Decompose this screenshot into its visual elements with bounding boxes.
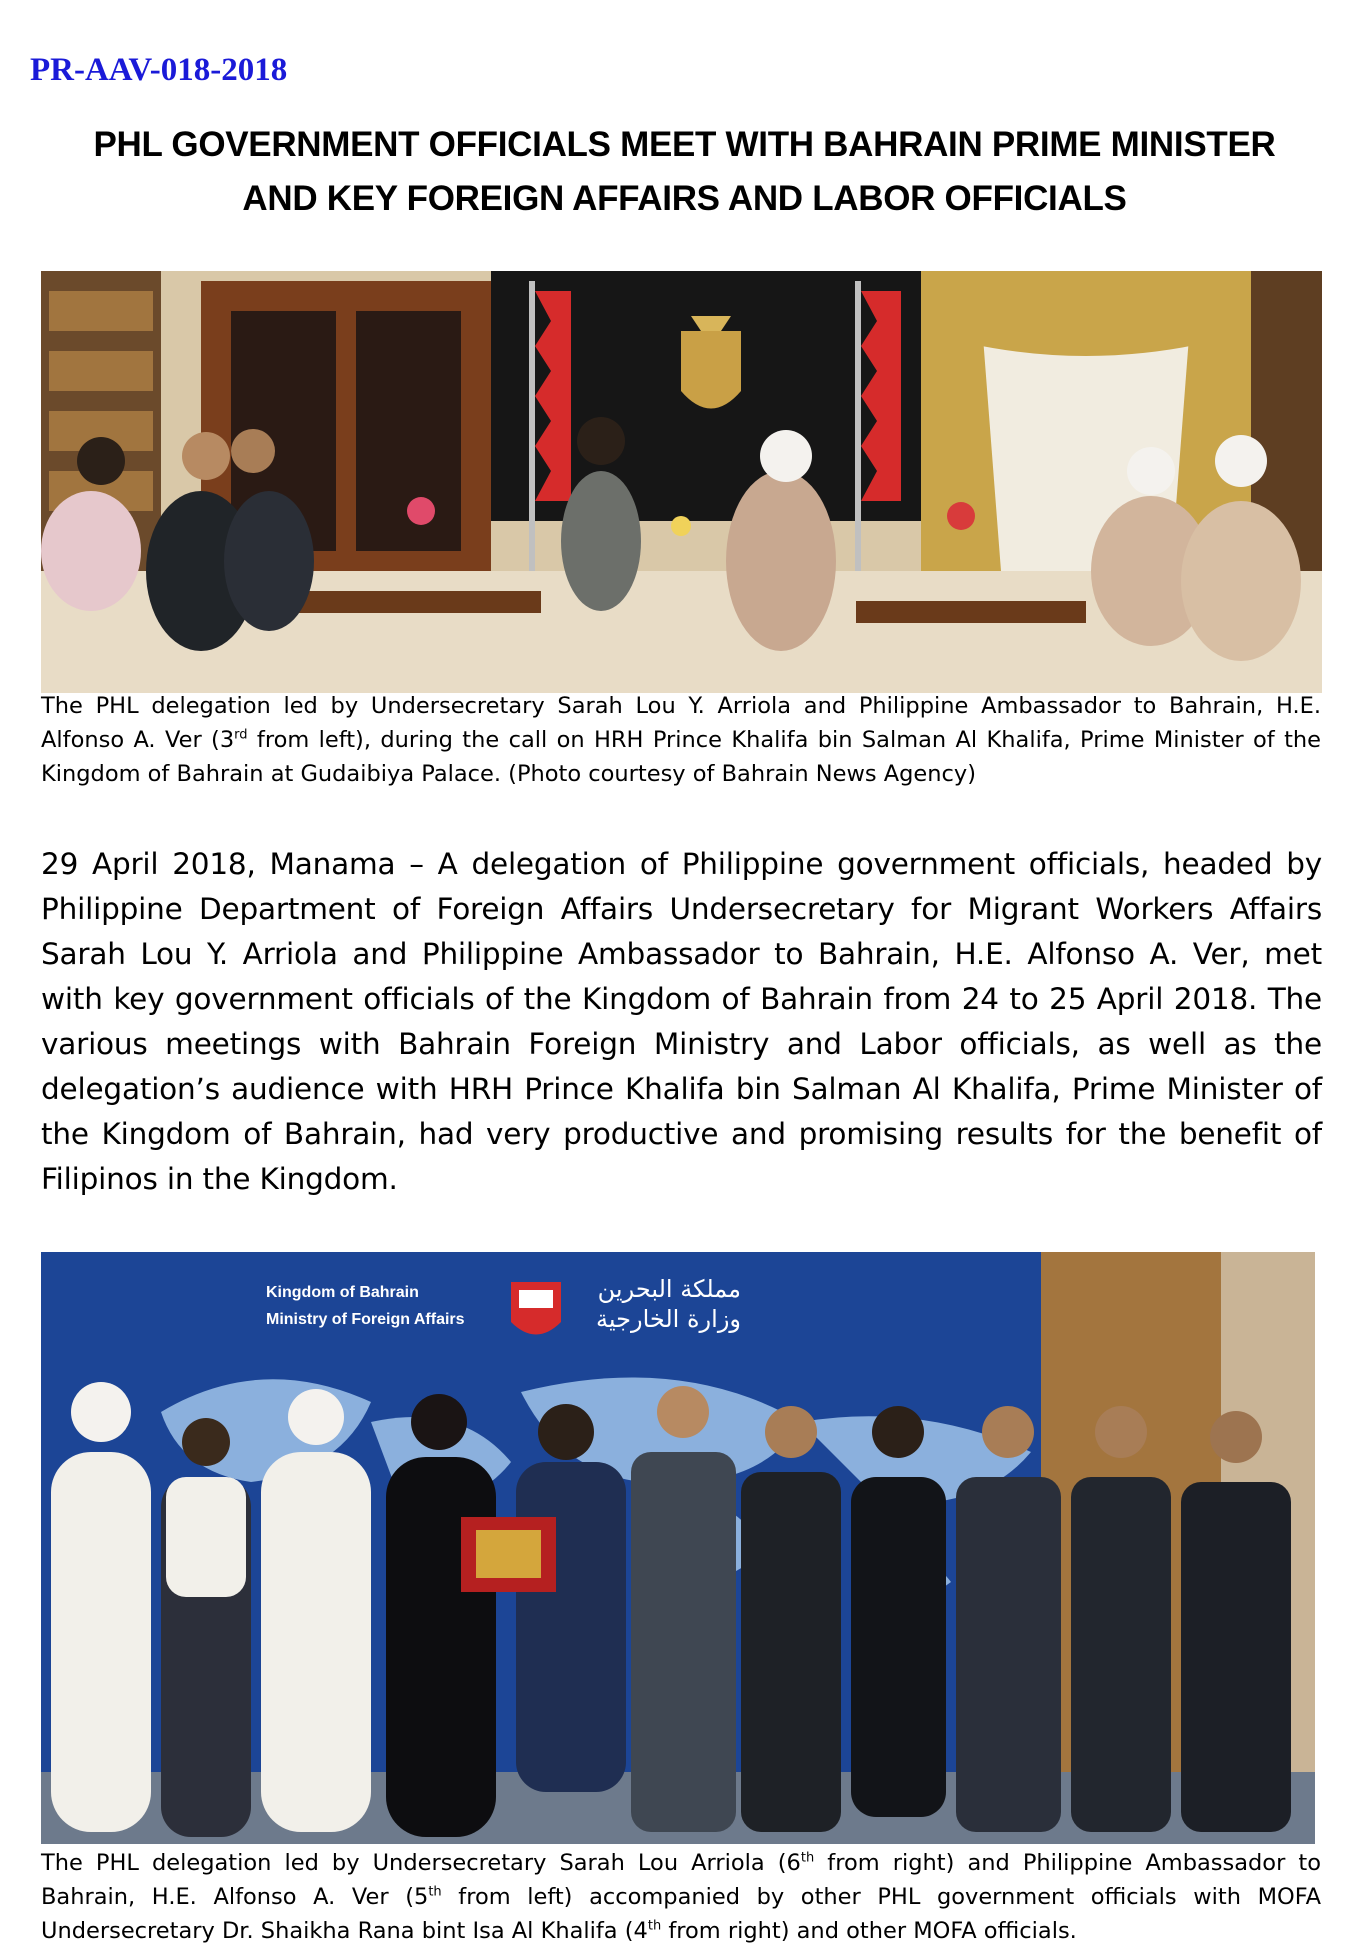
backdrop-arabic-kingdom: مملكة البحرين	[597, 1275, 741, 1303]
photo2-caption-part-a: The PHL delegation led by Undersecretary Sarah Lou Arriola (6	[41, 1850, 801, 1876]
body-line: delegation’s audience with HRH Prince Khalifa bin Salman Al Khalifa, Prime Minister of	[41, 1072, 1322, 1106]
photo-palace-meeting	[41, 271, 1322, 693]
body-line: various meetings with Bahrain Foreign Ministry and Labor officials, as well as the	[41, 1027, 1322, 1061]
body-last-line: Filipinos in the Kingdom.	[41, 1162, 398, 1196]
photo1-caption	[41, 689, 1321, 791]
title-line-1: PHL GOVERNMENT OFFICIALS MEET WITH BAHRAIN PRIME MINISTER	[93, 125, 1276, 164]
backdrop-text-ministry: Ministry of Foreign Affairs	[266, 1311, 465, 1328]
body-line: Philippine Department of Foreign Affairs Undersecretary for Migrant Workers Affairs	[41, 892, 1322, 926]
photo1-caption-superscript: rd	[234, 727, 248, 743]
photo1-caption-part-a: The PHL delegation led by Undersecretary Sarah Lou Y. Arriola and Philippine Ambassador to Bahrain, H.E. Alfonso A. Ver (3	[41, 693, 1321, 753]
title-line-2: AND KEY FOREIGN AFFAIRS AND LABOR OFFICIALS	[242, 179, 1127, 218]
photo-mofa-group	[41, 1252, 1315, 1844]
photo2-caption-superscript-1: th	[800, 1850, 815, 1866]
photo2-caption-part-b: from right) and Philippine Ambassador to Bahrain, H.E. Alfonso A. Ver (5	[41, 1850, 1321, 1910]
body-line: Sarah Lou Y. Arriola and Philippine Ambassador to Bahrain, H.E. Alfonso A. Ver, met	[41, 937, 1322, 971]
photo2-caption-superscript-2: th	[428, 1884, 442, 1900]
palace-meeting-illustration	[41, 271, 1322, 693]
photo1-caption-part-b: from left), during the call on HRH Prince Khalifa bin Salman Al Khalifa, Prime Minister of the Kingdom of Bahrain at Gudaibiya Palace. (Photo courtesy of Bahrain News Agency)	[41, 727, 1322, 787]
photo2-caption-part-c: from left) accompanied by other PHL government officials with MOFA Undersecretary Dr. Shaikha Rana bint Isa Al Khalifa (4	[41, 1884, 1321, 1944]
body-paragraph	[41, 842, 1322, 1202]
body-line: with key government officials of the Kingdom of Bahrain from 24 to 25 April 2018. The	[41, 982, 1322, 1016]
photo2-caption	[41, 1846, 1321, 1948]
photo2-caption-superscript-3: th	[647, 1918, 662, 1934]
document-title	[40, 118, 1329, 226]
mofa-group-illustration	[41, 1252, 1315, 1844]
backdrop-text-kingdom: Kingdom of Bahrain	[266, 1284, 419, 1301]
backdrop-arabic-ministry: وزارة الخارجية	[596, 1305, 741, 1333]
photo2-caption-part-d: from right) and other MOFA officials.	[661, 1918, 1077, 1944]
document-reference: PR-AAV-018-2018	[30, 52, 288, 88]
body-line: the Kingdom of Bahrain, had very productive and promising results for the benefit of	[41, 1117, 1322, 1151]
body-line: 29 April 2018, Manama – A delegation of Philippine government officials, headed by	[41, 847, 1322, 881]
